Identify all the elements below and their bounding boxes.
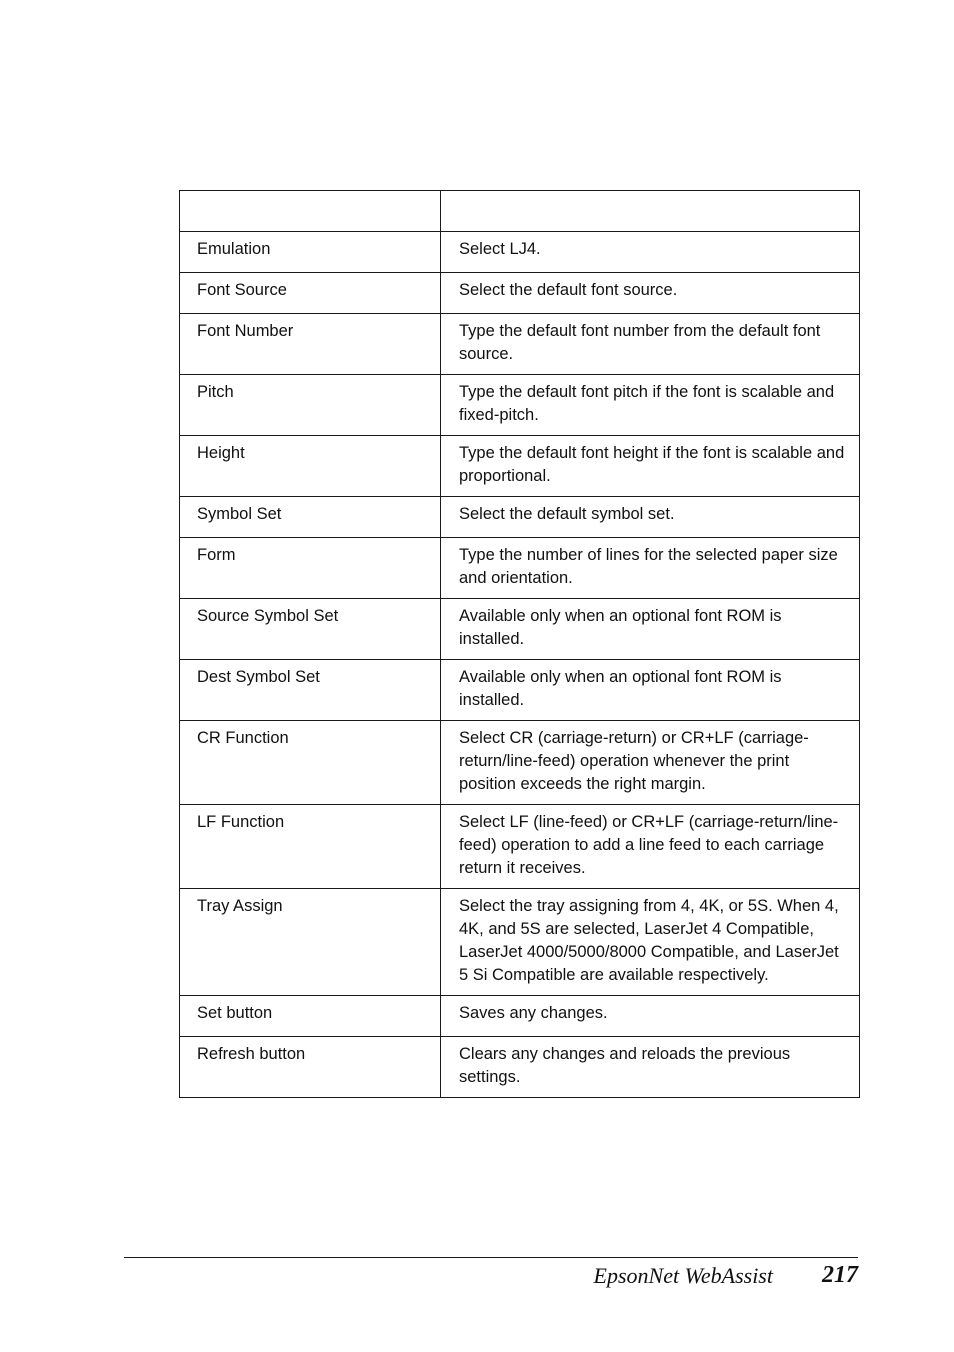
table-row [180, 375, 860, 436]
setting-name: LF Function [180, 805, 441, 889]
setting-name: Refresh button [180, 1037, 441, 1098]
table-row [180, 436, 860, 497]
table-row [180, 538, 860, 599]
setting-description: Select CR (carriage-return) or CR+LF (carriage-return/line-feed) operation whenever the print position exceeds the right margin. [441, 721, 860, 805]
setting-name: Tray Assign [180, 889, 441, 996]
setting-description: Available only when an optional font ROM is installed. [441, 660, 860, 721]
table-row [180, 273, 860, 314]
setting-description: Select LF (line-feed) or CR+LF (carriage-return/line-feed) operation to add a line feed to each carriage return it receives. [441, 805, 860, 889]
setting-description: Select the tray assigning from 4, 4K, or 5S. When 4, 4K, and 5S are selected, LaserJet 4 Compatible, LaserJet 4000/5000/8000 Compatible, and LaserJet 5 Si Compatible are available respectively. [441, 889, 860, 996]
setting-name: Symbol Set [180, 497, 441, 538]
header-cell-description [441, 191, 860, 232]
setting-name: CR Function [180, 721, 441, 805]
setting-description: Select LJ4. [441, 232, 860, 273]
setting-description: Available only when an optional font ROM is installed. [441, 599, 860, 660]
setting-description: Type the default font number from the default font source. [441, 314, 860, 375]
setting-name: Form [180, 538, 441, 599]
setting-name: Height [180, 436, 441, 497]
running-footer-title: EpsonNet WebAssist [593, 1263, 773, 1288]
setting-description: Saves any changes. [441, 996, 860, 1037]
setting-name: Font Number [180, 314, 441, 375]
settings-table [179, 190, 860, 1098]
setting-name: Set button [180, 996, 441, 1037]
setting-name: Source Symbol Set [180, 599, 441, 660]
setting-name: Emulation [180, 232, 441, 273]
setting-description: Type the default font height if the font is scalable and proportional. [441, 436, 860, 497]
table-row [180, 996, 860, 1037]
page-number: 217 [822, 1262, 858, 1288]
table-row [180, 232, 860, 273]
setting-description: Select the default symbol set. [441, 497, 860, 538]
setting-description: Clears any changes and reloads the previous settings. [441, 1037, 860, 1098]
table-row [180, 497, 860, 538]
setting-description: Type the default font pitch if the font is scalable and fixed-pitch. [441, 375, 860, 436]
setting-name: Pitch [180, 375, 441, 436]
table-row [180, 660, 860, 721]
setting-name: Dest Symbol Set [180, 660, 441, 721]
table-row [180, 1037, 860, 1098]
table-row [180, 314, 860, 375]
table-row [180, 599, 860, 660]
setting-description: Select the default font source. [441, 273, 860, 314]
table-row [180, 721, 860, 805]
table-header-row [180, 191, 860, 232]
setting-description: Type the number of lines for the selected paper size and orientation. [441, 538, 860, 599]
setting-name: Font Source [180, 273, 441, 314]
table-row [180, 805, 860, 889]
header-cell-item [180, 191, 441, 232]
footer-divider [124, 1257, 858, 1258]
table-row [180, 889, 860, 996]
